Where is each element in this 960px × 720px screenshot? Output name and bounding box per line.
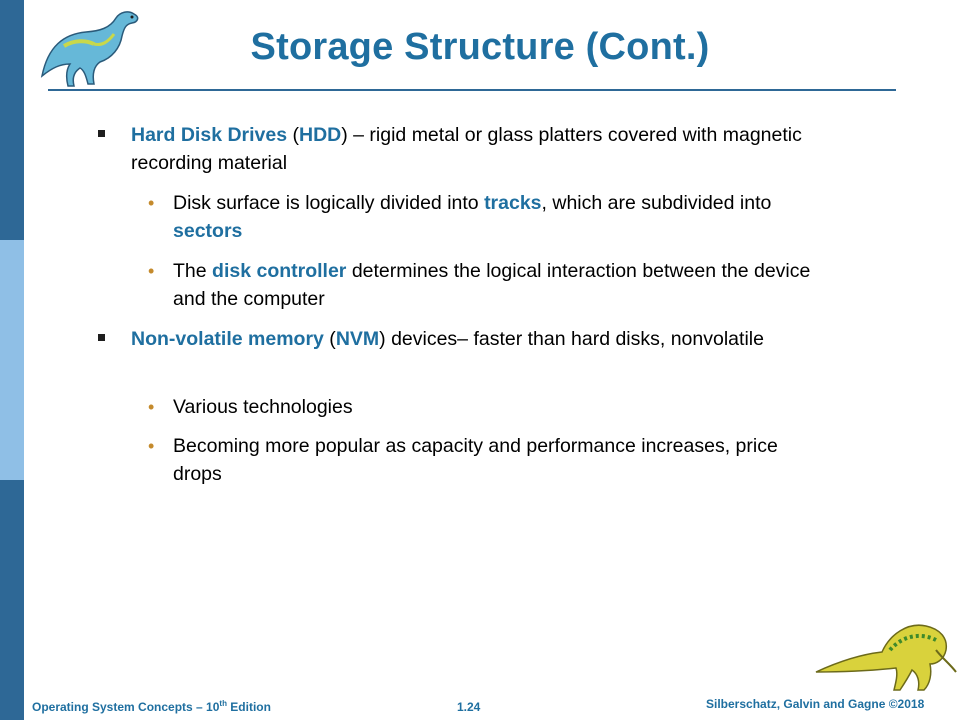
dot-bullet-icon: • — [148, 193, 155, 213]
bullet-hdd — [131, 121, 821, 177]
footer-page-number: 1.24 — [457, 700, 481, 714]
footer-title-text: Operating System Concepts – 10 — [32, 700, 220, 714]
dot-bullet-icon: • — [148, 261, 155, 281]
slide-title: Storage Structure (Cont.) — [250, 26, 710, 68]
term-nvm: Non-volatile memory — [131, 328, 324, 350]
text-controller-p1: The — [173, 260, 213, 282]
term-hdd: Hard Disk Drives — [131, 124, 288, 146]
footer-book-title — [32, 700, 271, 714]
text-hdd-p2: ) – rigid metal or glass platters covered with magnetic recording material — [131, 124, 802, 174]
bullet-nvm — [131, 325, 821, 353]
bullet-tracks — [173, 189, 813, 245]
abbr-hdd: HDD — [299, 124, 342, 146]
term-tracks: tracks — [484, 192, 542, 214]
dot-bullet-icon: • — [148, 397, 155, 417]
bullet-popular: Becoming more popular as capacity and performance increases, price drops — [173, 435, 778, 485]
square-bullet-icon — [98, 130, 105, 137]
text-tracks-p2: , which are subdivided into — [541, 192, 772, 214]
text-hdd-p1: ( — [287, 124, 299, 146]
term-sectors: sectors — [173, 220, 243, 242]
bullet-controller — [173, 257, 813, 313]
term-disk-controller: disk controller — [212, 260, 347, 282]
text-tracks-p1: Disk surface is logically divided into — [173, 192, 485, 214]
text-nvm-p1: ( — [323, 328, 336, 350]
text-controller-p2: determines the logical interaction between the device and the computer — [173, 260, 811, 310]
abbr-nvm: NVM — [335, 328, 380, 350]
square-bullet-icon — [98, 334, 105, 341]
footer-title-sup: th — [219, 699, 227, 708]
footer-authors: Silberschatz, Galvin and Gagne ©2018 — [706, 697, 925, 711]
text-nvm-p2: ) devices– faster than hard disks, nonvolatile — [379, 328, 764, 350]
dot-bullet-icon: • — [148, 436, 155, 456]
footer-title-edition: Edition — [226, 700, 271, 714]
bullet-various: Various technologies — [173, 396, 353, 418]
